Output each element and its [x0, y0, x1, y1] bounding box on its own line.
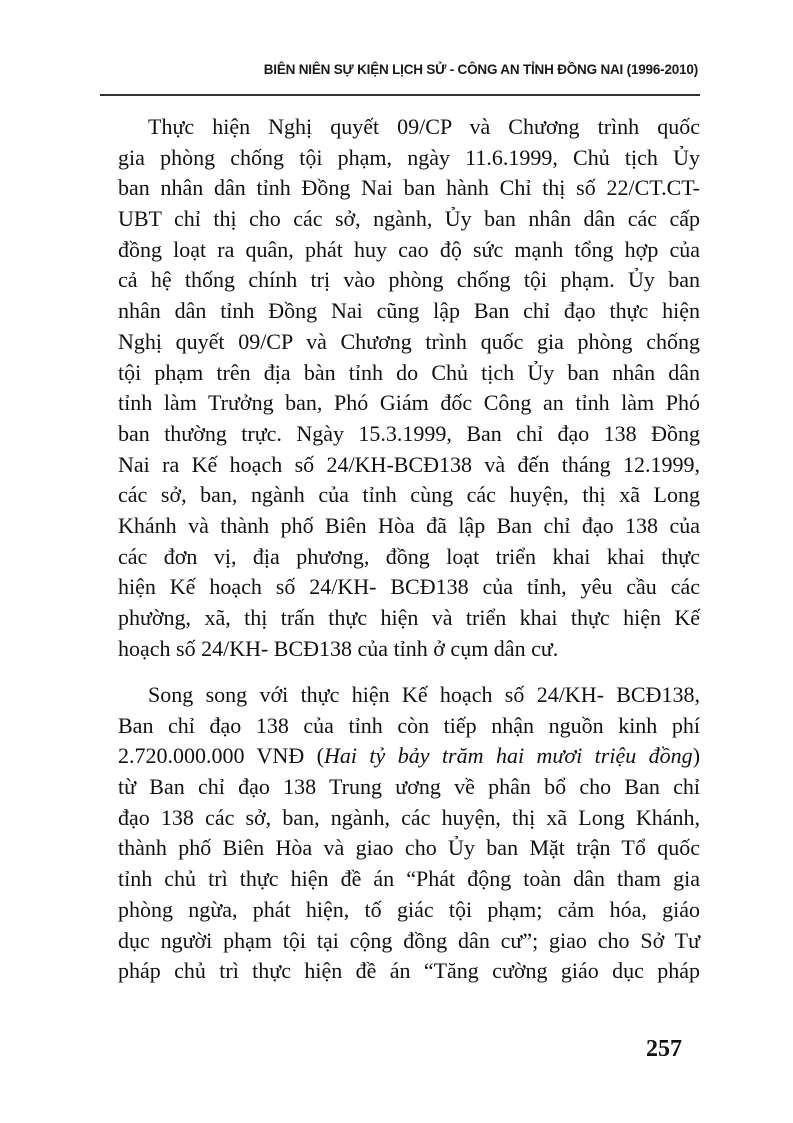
- paragraph-1: [118, 112, 700, 664]
- text-line: các đơn vị, địa phương, đồng loạt triển khai khai thực: [118, 543, 700, 569]
- text-line: hoạch số 24/KH- BCĐ138 của tỉnh ở cụm dân cư.: [118, 635, 559, 661]
- text-line: Nghị quyết 09/CP và Chương trình quốc gia phòng chống: [118, 328, 700, 354]
- text-line: cả hệ thống chính trị vào phòng chống tội phạm. Ủy ban: [118, 267, 700, 293]
- text-line: các sở, ban, ngành của tỉnh cùng các huyện, thị xã Long: [118, 482, 700, 508]
- text-line: Nai ra Kế hoạch số 24/KH-BCĐ138 và đến tháng 12.1999,: [118, 451, 700, 477]
- text-line: tỉnh làm Trưởng ban, Phó Giám đốc Công an tỉnh làm Phó: [118, 390, 700, 416]
- italic-amount-in-words: Hai tỷ bảy trăm hai mươi triệu đồng: [323, 743, 693, 769]
- header-rule: [100, 94, 700, 96]
- text-line: ban thường trực. Ngày 15.3.1999, Ban chỉ đạo 138 Đồng: [118, 420, 700, 446]
- text-line: Song song với thực hiện Kế hoạch số 24/KH- BCĐ138,: [148, 682, 700, 707]
- text-line: pháp chủ trì thực hiện đề án “Tăng cường giáo dục pháp: [118, 958, 700, 984]
- text-line: gia phòng chống tội phạm, ngày 11.6.1999, Chủ tịch Ủy: [118, 144, 700, 170]
- text-line: UBT chỉ thị cho các sở, ngành, Ủy ban nhân dân các cấp: [118, 206, 700, 232]
- paragraph-2: [118, 680, 700, 987]
- text-line: thành phố Biên Hòa và giao cho Ủy ban Mặt trận Tổ quốc: [118, 835, 700, 861]
- text-line: nhân dân tỉnh Đồng Nai cũng lập Ban chỉ đạo thực hiện: [118, 298, 700, 324]
- text-line: Thực hiện Nghị quyết 09/CP và Chương trình quốc: [148, 114, 700, 139]
- text-line: [118, 741, 700, 772]
- text-line: phường, xã, thị trấn thực hiện và triển khai thực hiện Kế: [118, 605, 700, 630]
- text-line: tội phạm trên địa bàn tỉnh do Chủ tịch Ủy ban nhân dân: [118, 359, 700, 385]
- page-number: 257: [646, 1036, 682, 1062]
- text-line: Khánh và thành phố Biên Hòa đã lập Ban chỉ đạo 138 của: [118, 512, 700, 538]
- text-span: 2.720.000.000 VNĐ (: [118, 743, 324, 769]
- text-line: từ Ban chỉ đạo 138 Trung ương về phân bổ cho Ban chỉ: [118, 774, 700, 800]
- text-line: hiện Kế hoạch số 24/KH- BCĐ138 của tỉnh, yêu cầu các: [118, 574, 700, 600]
- text-line: Ban chỉ đạo 138 của tỉnh còn tiếp nhận nguồn kinh phí: [118, 712, 700, 738]
- text-line: đồng loạt ra quân, phát huy cao độ sức mạnh tổng hợp của: [118, 236, 700, 262]
- text-line: đạo 138 các sở, ban, ngành, các huyện, thị xã Long Khánh,: [118, 804, 700, 830]
- text-line: phòng ngừa, phát hiện, tố giác tội phạm; cảm hóa, giáo: [118, 896, 700, 922]
- text-line: tỉnh chủ trì thực hiện đề án “Phát động toàn dân tham gia: [118, 866, 700, 892]
- running-header: BIÊN NIÊN SỰ KIỆN LỊCH SỬ - CÔNG AN TỈNH ĐỒNG NAI (1996-2010): [263, 62, 698, 77]
- text-line: ban nhân dân tỉnh Đồng Nai ban hành Chỉ thị số 22/CT.CT-: [118, 175, 700, 201]
- text-span: ): [692, 743, 701, 769]
- text-line: dục người phạm tội tại cộng đồng dân cư”; giao cho Sở Tư: [118, 927, 700, 953]
